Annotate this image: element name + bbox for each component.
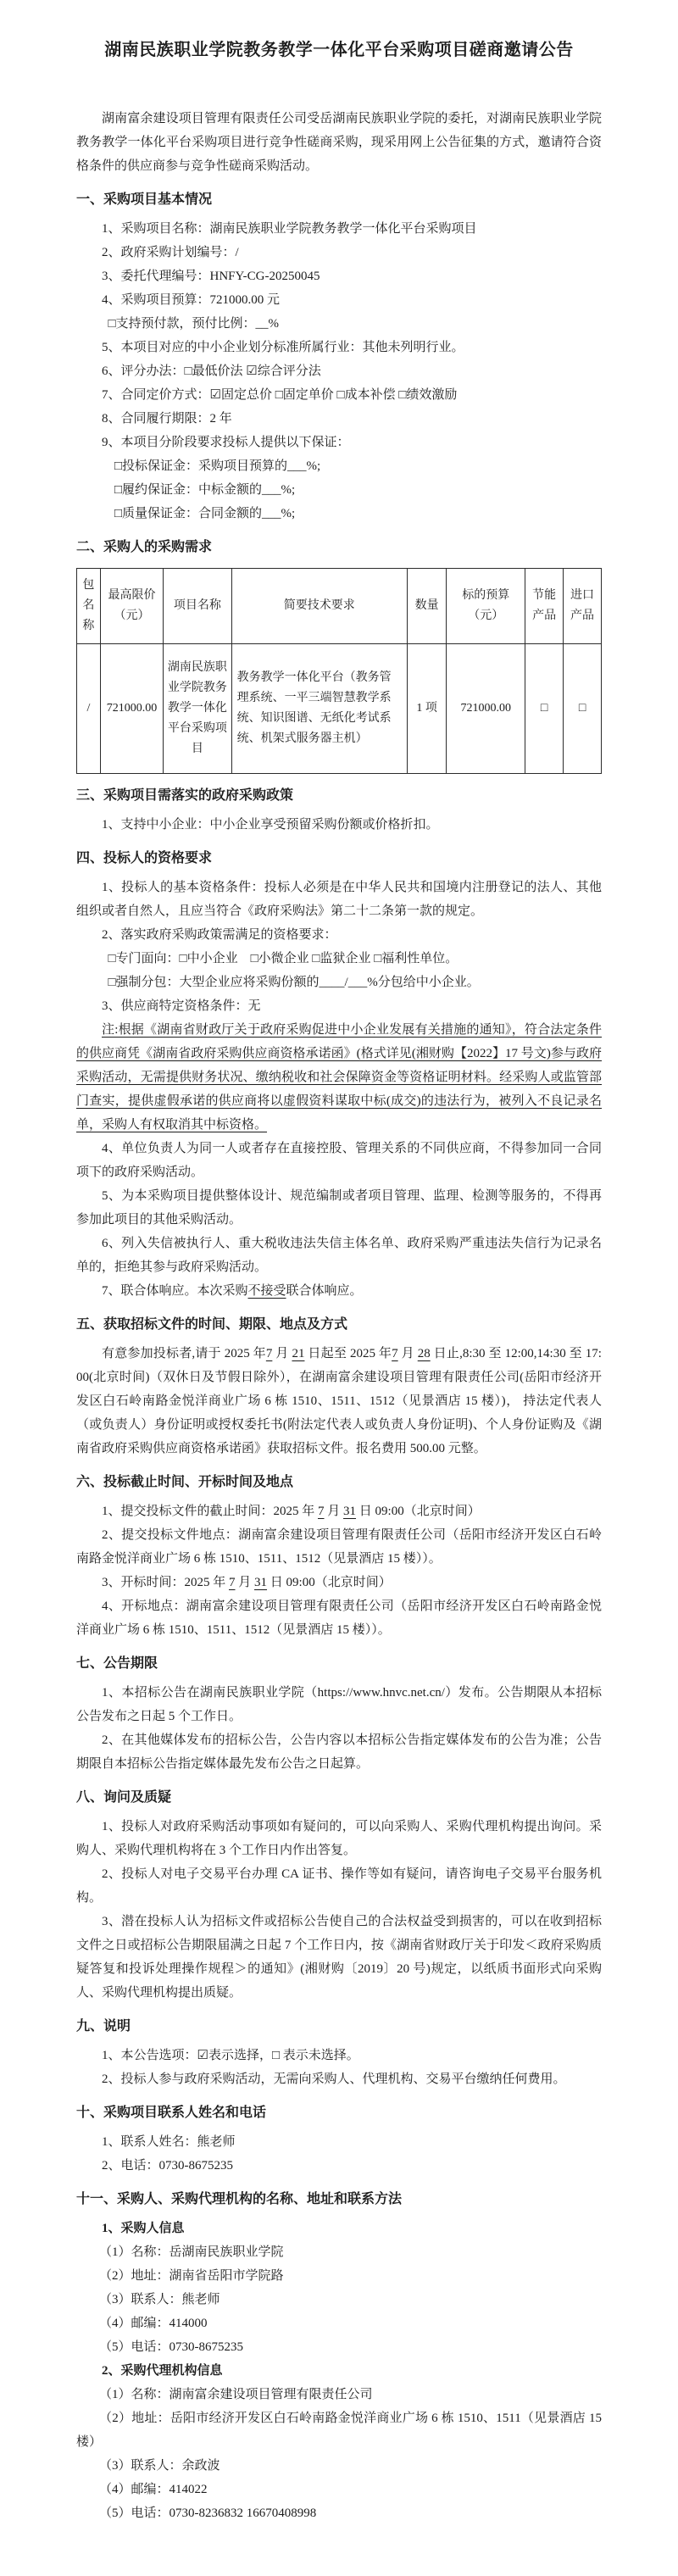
paragraph [76,336,602,359]
table-header-cell: 进口产品 [564,569,602,644]
text-segment: □强制分包：大型企业应将采购份额的____/___%分包给中小企业。 [108,976,480,989]
text-segment: 月 [397,1347,418,1360]
paragraph [76,217,602,241]
text-segment: 不接受 [247,1284,286,1298]
note-paragraph [76,1018,602,1137]
document-body [76,107,602,2525]
paragraph [76,2067,602,2091]
paragraph [76,923,602,947]
paragraph [76,502,602,526]
text-segment: 7 [318,1505,325,1518]
paragraph [76,359,602,383]
text-segment: 1、投标人对政府采购活动事项如有疑问的，可以向采购人、采购代理机构提出询问。采购人、采购代理机构将在 3 个工作日内作出答复。 [76,1820,602,1857]
paragraph [76,1681,602,1728]
paragraph [76,431,602,454]
paragraph [76,478,602,502]
text-segment: （1）名称：湖南富余建设项目管理有限责任公司 [99,2388,373,2401]
paragraph [76,1184,602,1232]
text-segment: 3、供应商特定资格条件：无 [102,999,261,1013]
procurement-requirements-table [76,568,602,774]
text-segment: □履约保证金：中标金额的___%; [114,483,296,497]
paragraph [76,454,602,478]
table-header-cell: 标的预算（元） [447,569,525,644]
text-segment: 2、落实政府采购政策需满足的资格要求： [102,928,337,942]
text-segment: 7 [229,1576,236,1589]
paragraph [76,1523,602,1571]
text-segment: （1）名称：岳湖南民族职业学院 [99,2245,284,2259]
section-8-heading [76,1786,602,1810]
text-segment: 日止,8:30 至 12:00,14:30 至 17:00(北京时间)（双休日及节假日除外），在湖南富余建设项目管理有限责任公司(岳阳市经济开发区白石岭南路金悦洋商业广场 6 栋 1510、1511、1512（见景酒店 15 楼）)， 持法定代表人（或负责人）身份证明或授权委托书(附法定代表人或负责人身份证明)、个人身份证购及《湖南省政府采购供应商资格承诺函》获取招标文件。报名费用 500.00 元整。 [76,1347,602,1455]
text-segment: （2）地址：岳阳市经济开发区白石岭南路金悦洋商业广场 6 栋 1510、1511（见景酒店 15 楼） [76,2412,602,2449]
purchaser-info-subheading [76,2217,602,2240]
quantity-cell: 1 项 [407,644,446,774]
text-segment: 九、说明 [76,2019,131,2034]
text-segment: 31 [254,1576,268,1589]
text-segment: 4、开标地点：湖南富余建设项目管理有限责任公司（岳阳市经济开发区白石岭南路金悦洋商业广场 6 栋 1510、1511、1512（见景酒店 15 楼））。 [76,1600,602,1637]
section-1-heading [76,188,602,212]
table-row [77,644,602,774]
paragraph [76,407,602,431]
paragraph [76,971,602,994]
section-11-heading [76,2188,602,2212]
text-segment: 日起至 2025 年 [304,1347,392,1360]
text-segment: □专门面向：□中小企业 □小微企业 □监狱企业 □福利性单位。 [108,952,458,965]
paragraph [76,1728,602,1776]
text-segment: 月 [272,1347,292,1360]
paragraph [76,2454,602,2478]
text-segment: （5）电话：0730-8675235 [99,2340,243,2354]
text-segment: 7 [265,1347,273,1360]
agency-info-subheading [76,2359,602,2383]
table-header-cell: 节能产品 [525,569,564,644]
text-segment: 1、联系人姓名：熊老师 [102,2135,236,2149]
table-header-cell: 包名称 [77,569,101,644]
page-title: 湖南民族职业学院教务教学一体化平台采购项目磋商邀请公告 [104,41,574,59]
tech-requirements-cell: 教务教学一体化平台（教务管理系统、一平三端智慧教学系统、知识图谱、无纸化考试系统、机架式服务器主机） [231,644,407,774]
text-segment: 四、投标人的资格要求 [76,851,213,865]
paragraph [76,2130,602,2154]
text-segment: 6、列入失信被执行人、重大税收违法失信主体名单、政府采购严重违法失信行为记录名单的，拒绝其参与政府采购活动。 [76,1237,602,1274]
text-segment: 1、支持中小企业：中小企业享受预留采购份额或价格折扣。 [102,818,439,832]
table-header-cell: 最高限价（元） [100,569,163,644]
text-segment: 1、本公告选项：☑表示选择，□ 表示未选择。 [102,2049,359,2062]
project-name-cell: 湖南民族职业学院教务教学一体化平台采购项目 [164,644,231,774]
paragraph [76,2478,602,2501]
paragraph [76,2383,602,2406]
paragraph [76,1571,602,1594]
text-segment: 有意参加投标者,请于 2025 年 [102,1347,266,1360]
text-segment: 6、评分办法：□最低价法 ☑综合评分法 [102,364,321,378]
text-segment: 7 [392,1347,398,1360]
paragraph [76,813,602,837]
text-segment: □投标保证金：采购项目预算的___%; [114,459,321,473]
text-segment: 3、潜在投标人认为招标文件或招标公告使自己的合法权益受到损害的，可以在收到招标文件之日或招标公告期限届满之日起 7 个工作日内，按《湖南省财政厅关于印发＜政府采购质疑答复和投诉处理操作规程＞的通知》(湘财购〔2019〕20 号)规定，以纸质书面形式向采购人、采购代理机构提出质疑。 [76,1915,602,2000]
text-segment: 日 09:00（北京时间） [356,1505,481,1518]
paragraph [76,2335,602,2359]
text-segment: 3、委托代理编号：HNFY-CG-20250045 [102,270,320,283]
text-segment: 28 [417,1347,431,1360]
text-segment: 1、投标人的基本资格条件：投标人必须是在中华人民共和国境内注册登记的法人、其他组织或者自然人，且应当符合《政府采购法》第二十二条第一款的规定。 [76,881,602,918]
paragraph [76,994,602,1018]
text-segment: 月 [324,1505,344,1518]
text-segment: 十一、采购人、采购代理机构的名称、地址和联系方法 [76,2192,403,2206]
text-segment: （4）邮编：414022 [99,2483,208,2496]
bid-doc-acquisition-paragraph [76,1342,602,1460]
section-4-heading [76,847,602,871]
package-name-cell: / [77,644,101,774]
text-segment: 7、合同定价方式：☑固定总价 □固定单价 □成本补偿 □绩效激励 [102,388,458,402]
text-segment: （4）邮编：414000 [99,2317,208,2330]
paragraph [76,264,602,288]
section-9-heading [76,2015,602,2039]
paragraph [76,312,602,336]
text-segment: 十、采购项目联系人姓名和电话 [76,2106,267,2120]
text-segment: 2、政府采购计划编号：/ [102,246,239,259]
paragraph [76,2264,602,2288]
section-6-heading [76,1471,602,1494]
text-segment: 八、询问及质疑 [76,1790,172,1805]
budget-cell: 721000.00 [447,644,525,774]
paragraph [76,2501,602,2525]
text-segment: 4、单位负责人为同一人或者存在直接控股、管理关系的不同供应商，不得参加同一合同项下的政府采购活动。 [76,1142,602,1179]
paragraph [76,1232,602,1279]
text-segment: 1、提交投标文件的截止时间：2025 年 [102,1505,319,1518]
paragraph [76,876,602,923]
import-product-checkbox-cell: □ [564,644,602,774]
paragraph [76,1279,602,1303]
paragraph [76,2154,602,2178]
text-segment: 9、本项目分阶段要求投标人提供以下保证： [102,436,350,449]
table-header-cell: 简要技术要求 [231,569,407,644]
text-segment: 2、在其他媒体发布的招标公告，公告内容以本招标公告指定媒体发布的公告为准；公告期限自本招标公告指定媒体最先发布公告之日起算。 [76,1733,602,1771]
text-segment: 1、采购人信息 [102,2222,185,2235]
text-segment: （2）地址：湖南省岳阳市学院路 [99,2269,284,2283]
section-10-heading [76,2101,602,2125]
text-segment: 五、获取招标文件的时间、期限、地点及方式 [76,1317,348,1332]
text-segment: （3）联系人：熊老师 [99,2293,220,2306]
paragraph [76,1910,602,2005]
paragraph [76,1137,602,1184]
text-segment: 日 09:00（北京时间） [267,1576,392,1589]
text-segment: 2、投标人对电子交易平台办理 CA 证书、操作等如有疑问，请咨询电子交易平台服务机构。 [76,1867,602,1905]
table-header-cell: 数量 [407,569,446,644]
table-header-cell: 项目名称 [164,569,231,644]
paragraph [76,2288,602,2312]
text-segment: 六、投标截止时间、开标时间及地点 [76,1475,294,1489]
text-segment: 2、电话：0730-8675235 [102,2159,233,2173]
paragraph [76,2312,602,2335]
text-segment: 21 [292,1347,305,1360]
paragraph [76,2044,602,2067]
section-2-heading [76,536,602,559]
text-segment: 二、采购人的采购需求 [76,540,213,554]
text-segment: 一、采购项目基本情况 [76,192,213,207]
text-segment: （5）电话：0730-8236832 16670408998 [99,2506,317,2520]
paragraph [76,1862,602,1910]
text-segment: 湖南富余建设项目管理有限责任公司受岳湖南民族职业学院的委托，对湖南民族职业学院教务教学一体化平台采购项目进行竞争性磋商采购，现采用网上公告征集的方式，邀请符合资格条件的供应商参与竞争性磋商采购活动。 [76,112,602,173]
text-segment: 联合体响应。 [286,1284,363,1298]
paragraph [76,288,602,312]
text-segment: 七、公告期限 [76,1656,158,1671]
section-7-heading [76,1652,602,1676]
paragraph [76,241,602,264]
text-segment: 2、提交投标文件地点：湖南富余建设项目管理有限责任公司（岳阳市经济开发区白石岭南路金悦洋商业广场 6 栋 1510、1511、1512（见景酒店 15 楼））。 [76,1528,602,1566]
table-header-row [77,569,602,644]
intro-paragraph [76,107,602,178]
paragraph [76,2406,602,2454]
text-segment: 1、采购项目名称：湖南民族职业学院教务教学一体化平台采购项目 [102,222,477,236]
section-5-heading [76,1313,602,1337]
paragraph [76,947,602,971]
energy-saving-checkbox-cell: □ [525,644,564,774]
text-segment: 2、采购代理机构信息 [102,2364,223,2378]
text-segment: 4、采购项目预算：721000.00 元 [102,293,281,307]
text-segment: □支持预付款，预付比例：__% [108,317,280,331]
text-segment: 2、投标人参与政府采购活动，无需向采购人、代理机构、交易平台缴纳任何费用。 [102,2072,566,2086]
text-segment: 三、采购项目需落实的政府采购政策 [76,788,294,803]
text-segment: 7、联合体响应。本次采购 [102,1284,248,1298]
text-segment: 3、开标时间：2025 年 [102,1576,230,1589]
paragraph [76,1594,602,1642]
text-segment: 5、为本采购项目提供整体设计、规范编制或者项目管理、监理、检测等服务的，不得再参加此项目的其他采购活动。 [76,1189,602,1227]
text-segment: □质量保证金：合同金额的___%; [114,507,296,520]
paragraph [76,383,602,407]
text-segment: 5、本项目对应的中小企业划分标准所属行业：其他未列明行业。 [102,341,464,354]
text-segment: （3）联系人：余政波 [99,2459,220,2473]
section-3-heading [76,784,602,808]
text-segment: 1、本招标公告在湖南民族职业学院（https://www.hnvc.net.cn/）发布。公告期限从本招标公告发布之日起 5 个工作日。 [76,1686,602,1723]
text-segment: 月 [235,1576,255,1589]
max-price-cell: 721000.00 [100,644,163,774]
paragraph [76,1815,602,1862]
text-segment: 31 [343,1505,357,1518]
paragraph [76,1499,602,1523]
text-segment: 8、合同履行期限：2 年 [102,412,232,426]
paragraph [76,2240,602,2264]
text-segment: 注:根据《湖南省财政厅关于政府采购促进中小企业发展有关措施的通知》，符合法定条件的供应商凭《湖南省政府采购供应商资格承诺函》(格式详见(湘财购【2022】17 号文)参与政府采购活动，无需提供财务状况、缴纳税收和社会保障资金等资格证明材料。经采购人或监管部门查实，提供虚假承诺的供应商将以虚假资料谋取中标(成交)的违法行为，被列入不良记录名单，采购人有权取消其中标资格。 [76,1023,602,1132]
